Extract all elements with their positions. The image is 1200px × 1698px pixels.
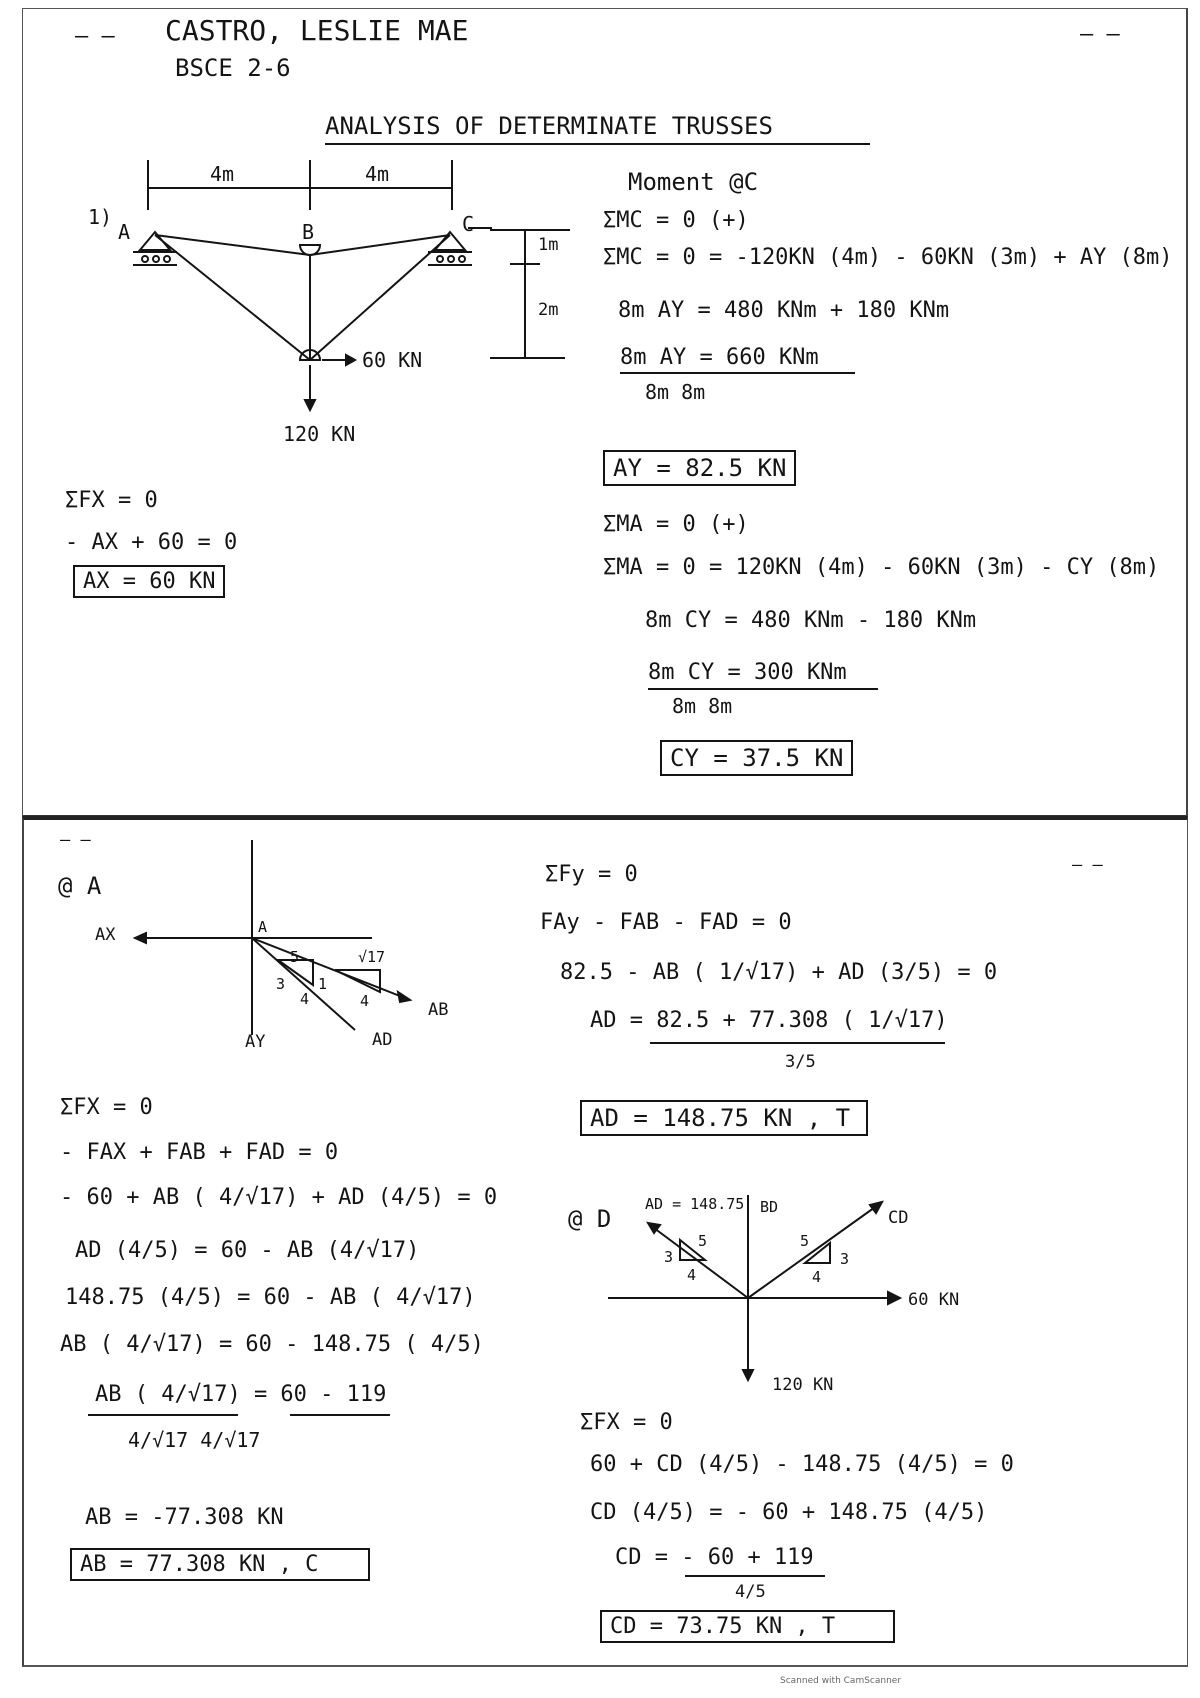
problem-number: 1) [88,205,113,229]
sum-fy-a-line-2: FAy - FAB - FAD = 0 [540,910,792,935]
node-a-label: A [118,220,131,244]
joint-d-load-h: 60 KN [908,1290,960,1310]
joint-d-four-right: 4 [812,1268,822,1286]
joint-a-one: 1 [318,975,328,993]
moment-a-line-1: ΣMA = 0 (+) [603,512,749,537]
moment-c-line-3: 8m AY = 480 KNm + 180 KNm [618,298,950,323]
ax-result: AX = 60 KN [73,565,225,598]
moment-c-line-2: ΣMC = 0 = -120KN (4m) - 60KN (3m) + AY (8m) [603,245,1173,270]
sum-fy-a-line-5: 3/5 [785,1052,816,1072]
joint-d-cd: CD [888,1208,909,1228]
joint-a-ad: AD [372,1030,393,1050]
header-dash-left: – – [75,24,115,49]
joint-a-three: 3 [276,975,286,993]
joint-d-four-left: 4 [687,1266,697,1284]
joint-a-sqrt17: √17 [358,948,386,966]
sum-fx-a-line-1: ΣFX = 0 [60,1095,153,1120]
joint-d-three-right: 3 [840,1250,850,1268]
sum-fx-d-line-2: 60 + CD (4/5) - 148.75 (4/5) = 0 [590,1452,1014,1477]
sum-fx-top-line-2: - AX + 60 = 0 [65,530,238,555]
sum-fx-a-line-9: AB = -77.308 KN [85,1505,284,1530]
sum-fy-a-line-3: 82.5 - AB ( 1/√17) + AD (3/5) = 0 [560,960,998,985]
moment-c-line-1: ΣMC = 0 (+) [603,208,749,233]
node-c-label: C [462,212,475,236]
moment-c-line-4: 8m AY = 660 KNm [620,345,819,370]
joint-d-load-v: 120 KN [772,1375,834,1395]
header-dash-right: – – [1080,22,1120,47]
joint-a-five: 5 [290,948,300,966]
moment-a-line-4: 8m CY = 300 KNm [648,660,847,685]
dim-1m-label: 1m [538,235,559,255]
ay-result: AY = 82.5 KN [603,450,796,486]
joint-d-five-left: 5 [698,1232,708,1250]
moment-c-line-5: 8m 8m [645,380,706,404]
joint-a-four: 4 [300,990,310,1008]
sum-fx-top-line-1: ΣFX = 0 [65,488,158,513]
joint-d-bd: BD [760,1198,779,1216]
moment-a-line-5: 8m 8m [672,694,733,718]
joint-d-five-right: 5 [800,1232,810,1250]
sum-fx-a-line-4: AD (4/5) = 60 - AB (4/√17) [75,1238,420,1263]
sum-fx-a-line-5: 148.75 (4/5) = 60 - AB ( 4/√17) [65,1285,476,1310]
joint-d-three-left: 3 [664,1248,674,1266]
page-title: ANALYSIS OF DETERMINATE TRUSSES [325,112,870,145]
joint-a-label: @ A [58,872,102,900]
scanner-footer: Scanned with CamScanner [780,1676,902,1686]
joint-d-ad: AD = 148.75 [645,1195,745,1213]
joint-a-a: A [258,918,268,936]
moment-a-line-3: 8m CY = 480 KNm - 180 KNm [645,608,977,633]
load-120kn-label: 120 KN [283,422,356,446]
node-b-label: B [302,220,315,244]
dim-2m-label: 2m [538,300,559,320]
student-section: BSCE 2-6 [175,54,291,82]
dim-right-label: 4m [365,162,390,186]
sum-fx-d-line-5: 4/5 [735,1582,766,1602]
sum-fy-a-line-4: AD = 82.5 + 77.308 ( 1/√17) [590,1008,948,1033]
sum-fy-a-line-1: ΣFy = 0 [545,862,638,887]
sum-fx-a-line-2: - FAX + FAB + FAD = 0 [60,1140,339,1165]
joint-a-ay: AY [245,1032,266,1052]
sum-fx-a-line-3: - 60 + AB ( 4/√17) + AD (4/5) = 0 [60,1185,498,1210]
ab-result: AB = 77.308 KN , C [70,1548,370,1581]
joint-a-ax: AX [95,925,116,945]
joint-d-label: @ D [568,1205,612,1233]
cy-result: CY = 37.5 KN [660,740,853,776]
dim-left-label: 4m [210,162,235,186]
sum-fx-d-line-4: CD = - 60 + 119 [615,1545,814,1570]
joint-a-four2: 4 [360,992,370,1010]
student-name: CASTRO, LESLIE MAE [165,14,469,47]
cd-result: CD = 73.75 KN , T [600,1610,895,1643]
load-60kn-label: 60 KN [362,348,423,372]
sum-fx-a-line-6: AB ( 4/√17) = 60 - 148.75 ( 4/5) [60,1332,484,1357]
joint-a-ab: AB [428,1000,449,1020]
sheet2-dash-left: – – [60,830,91,850]
sum-fx-d-line-1: ΣFX = 0 [580,1410,673,1435]
sum-fx-d-line-3: CD (4/5) = - 60 + 148.75 (4/5) [590,1500,988,1525]
sheet2-dash-right: – – [1072,855,1103,875]
moment-c-heading: Moment @C [628,168,759,196]
sum-fx-a-line-8: 4/√17 4/√17 [128,1428,261,1452]
sum-fx-a-line-7: AB ( 4/√17) = 60 - 119 [95,1382,387,1407]
moment-a-line-2: ΣMA = 0 = 120KN (4m) - 60KN (3m) - CY (8m) [603,555,1160,580]
ad-result: AD = 148.75 KN , T [580,1100,868,1136]
